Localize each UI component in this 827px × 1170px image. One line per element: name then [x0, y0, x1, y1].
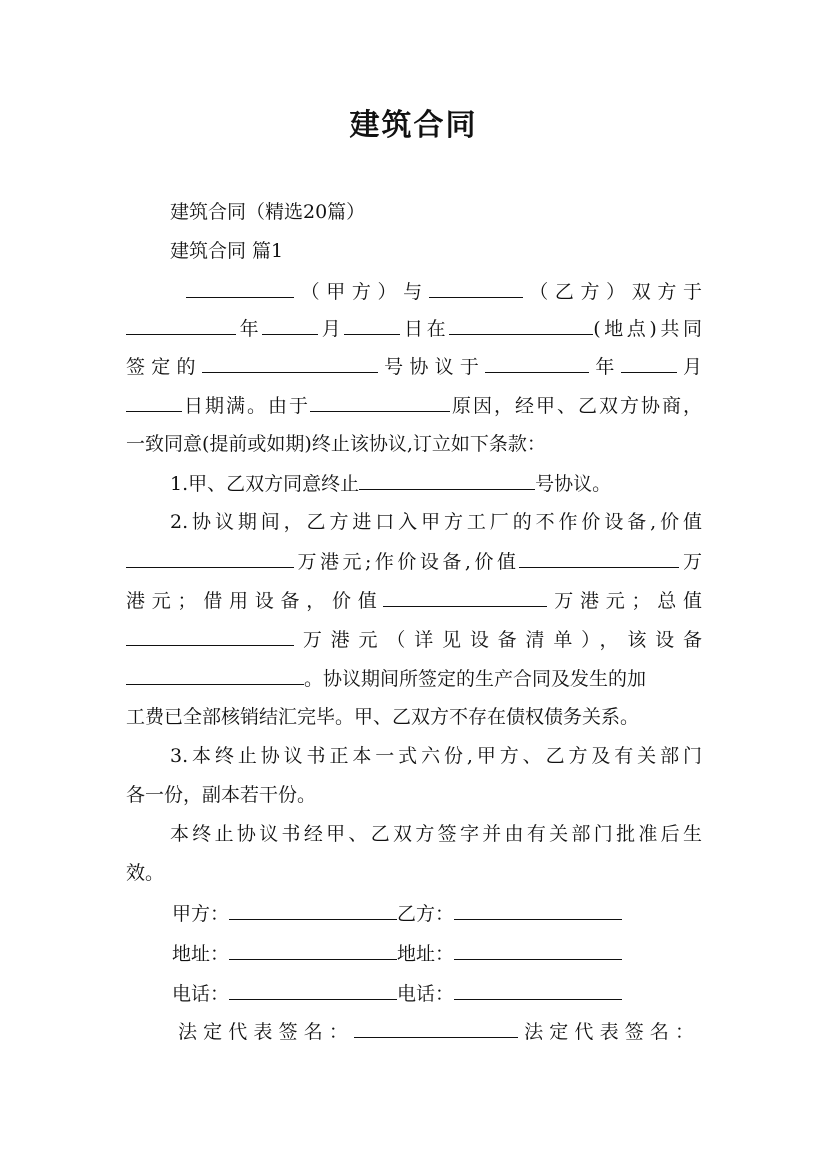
document-subtitle: 建筑合同（精选20篇）	[170, 201, 366, 223]
blank-location[interactable]	[449, 315, 593, 335]
section-heading: 建筑合同 篇1	[170, 240, 284, 262]
intro-text: 年	[589, 356, 621, 378]
party-a-label: 甲方：	[172, 903, 230, 925]
clause-text: 。协议期间所签定的生产合同及发生的加	[304, 668, 647, 690]
blank-equipment[interactable]	[126, 665, 304, 685]
clause-text: 号协议。	[535, 473, 612, 495]
intro-text: 原因，经甲、乙双方协商，	[450, 395, 702, 417]
intro-line-2	[126, 315, 702, 342]
intro-text: 签定的	[126, 356, 202, 378]
intro-text: 日在	[400, 318, 450, 340]
sign-row-address	[172, 940, 702, 967]
phone-a-label: 电话：	[172, 983, 230, 1005]
sign-row-representative	[178, 1018, 694, 1045]
intro-line-1	[186, 278, 702, 305]
blank-day[interactable]	[344, 315, 400, 335]
party-a-field[interactable]	[229, 900, 397, 920]
intro-text: 号协议于	[377, 356, 486, 378]
clause-text: 万港元;作价设备,价值	[294, 551, 520, 573]
clause-2-line-5	[126, 665, 702, 692]
clause-text: 1.甲、乙双方同意终止	[170, 473, 360, 495]
intro-text: 月	[318, 318, 345, 340]
clause-text: 万港元（详见设备清单），该设备	[294, 629, 702, 651]
clause-1	[170, 470, 702, 497]
intro-line-5: 一致同意(提前或如期)终止该协议,订立如下条款：	[126, 433, 546, 455]
party-b-field[interactable]	[454, 900, 622, 920]
blank-year-2[interactable]	[485, 353, 589, 373]
blank-day-2[interactable]	[126, 392, 182, 412]
rep-a-field[interactable]	[354, 1018, 518, 1038]
blank-value-3[interactable]	[383, 587, 547, 607]
blank-year[interactable]	[126, 315, 236, 335]
address-b-label: 地址：	[397, 943, 455, 965]
intro-line-3	[126, 353, 702, 380]
effect-line-2: 效。	[126, 862, 165, 884]
party-b-label: 乙方：	[397, 903, 455, 925]
blank-reason[interactable]	[310, 392, 450, 412]
clause-text: 万	[679, 551, 702, 573]
clause-2-line-4	[126, 626, 702, 653]
intro-text: 日期满。由于	[182, 395, 310, 417]
intro-text: (地点)共同	[593, 318, 702, 340]
effect-line-1: 本终止协议书经甲、乙双方签字并由有关部门批准后生	[170, 823, 702, 845]
blank-party-b[interactable]	[429, 278, 523, 298]
intro-text: 月	[676, 356, 702, 378]
clause-2-line-6: 工费已全部核销结汇完毕。甲、乙双方不存在债权债务关系。	[126, 706, 640, 728]
rep-a-label: 法定代表签名：	[178, 1021, 354, 1043]
address-b-field[interactable]	[454, 940, 622, 960]
blank-party-a[interactable]	[186, 278, 294, 298]
clause-text: 港元；借用设备，价值	[126, 590, 384, 612]
blank-month[interactable]	[262, 315, 318, 335]
intro-line-4	[126, 392, 702, 419]
clause-2-line-1: 2.协议期间，乙方进口入甲方工厂的不作价设备,价值	[170, 511, 702, 533]
clause-3-line-1: 3.本终止协议书正本一式六份,甲方、乙方及有关部门	[170, 745, 702, 767]
blank-total[interactable]	[126, 626, 294, 646]
rep-b-label: 法定代表签名：	[518, 1021, 694, 1043]
clause-2-line-2	[126, 548, 702, 575]
intro-text: 年	[236, 318, 263, 340]
phone-b-label: 电话：	[397, 983, 455, 1005]
phone-a-field[interactable]	[229, 980, 397, 1000]
address-a-field[interactable]	[229, 940, 397, 960]
clause-2-line-3	[126, 587, 702, 614]
clause-text: 万港元；总值	[547, 590, 702, 612]
blank-month-2[interactable]	[621, 353, 677, 373]
blank-value-1[interactable]	[126, 548, 294, 568]
blank-terminated-no[interactable]	[359, 470, 535, 490]
intro-text: （甲方）与	[294, 281, 429, 303]
sign-row-phone	[172, 980, 702, 1007]
address-a-label: 地址：	[172, 943, 230, 965]
sign-row-party	[172, 900, 702, 927]
clause-3-line-2: 各一份，副本若干份。	[126, 784, 317, 806]
intro-text: （乙方）双方于	[522, 281, 702, 303]
blank-agreement-no[interactable]	[202, 353, 378, 373]
blank-value-2[interactable]	[519, 548, 679, 568]
document-title: 建筑合同	[349, 108, 478, 143]
phone-b-field[interactable]	[454, 980, 622, 1000]
